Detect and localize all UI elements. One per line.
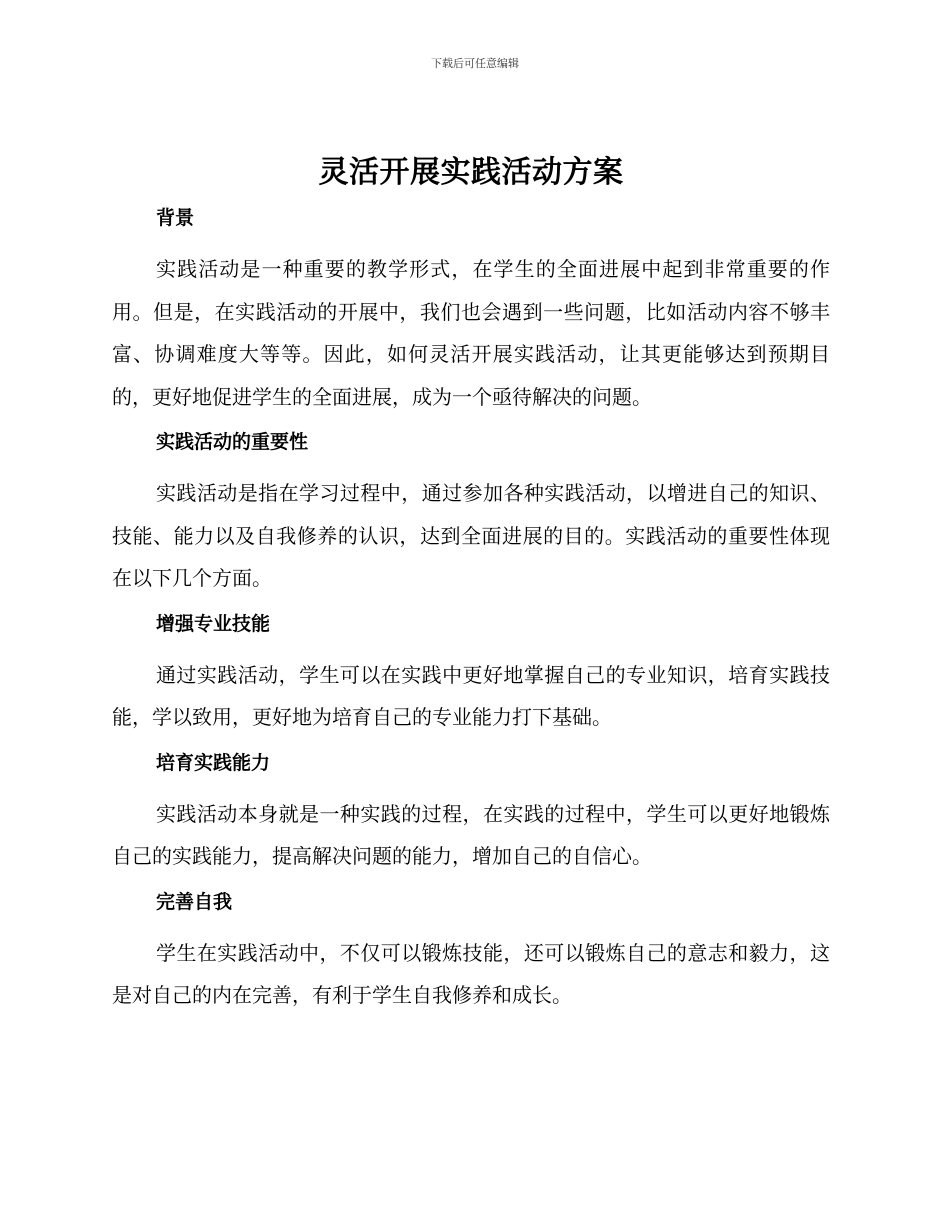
section-background (112, 198, 830, 418)
section-self-improvement (112, 882, 830, 1017)
section-paragraph: 实践活动是一种重要的教学形式，在学生的全面进展中起到非常重要的作用。但是，在实践活动的开展中，我们也会遇到一些问题，比如活动内容不够丰富、协调难度大等等。因此，如何灵活开展实践活动，让其更能够达到预期目的，更好地促进学生的全面进展，成为一个亟待解决的问题。 (112, 257, 830, 409)
section-practical-ability (112, 743, 830, 878)
document-title: 灵活开展实践活动方案 (318, 155, 624, 190)
section-heading: 完善自我 (156, 890, 233, 913)
section-heading: 增强专业技能 (156, 612, 271, 635)
section-paragraph: 实践活动本身就是一种实践的过程，在实践的过程中，学生可以更好地锻炼自己的实践能力，提高解决问题的能力，增加自己的自信心。 (112, 801, 830, 868)
section-professional-skills (112, 604, 830, 739)
section-paragraph: 通过实践活动，学生可以在实践中更好地掌握自己的专业知识，培育实践技能，学以致用，更好地为培育自己的专业能力打下基础。 (112, 662, 830, 729)
section-heading: 背景 (156, 207, 195, 229)
section-paragraph: 实践活动是指在学习过程中，通过参加各种实践活动，以增进自己的知识、技能、能力以及自我修养的认识，达到全面进展的目的。实践活动的重要性体现在以下几个方面。 (112, 481, 830, 590)
section-heading: 培育实践能力 (156, 751, 271, 774)
section-heading: 实践活动的重要性 (156, 431, 309, 453)
section-paragraph: 学生在实践活动中，不仅可以锻炼技能，还可以锻炼自己的意志和毅力，这是对自己的内在完善，有利于学生自我修养和成长。 (112, 940, 830, 1007)
document-body (112, 150, 830, 1021)
page-header: 下载后可任意编辑 (431, 57, 519, 70)
section-importance (112, 422, 830, 600)
